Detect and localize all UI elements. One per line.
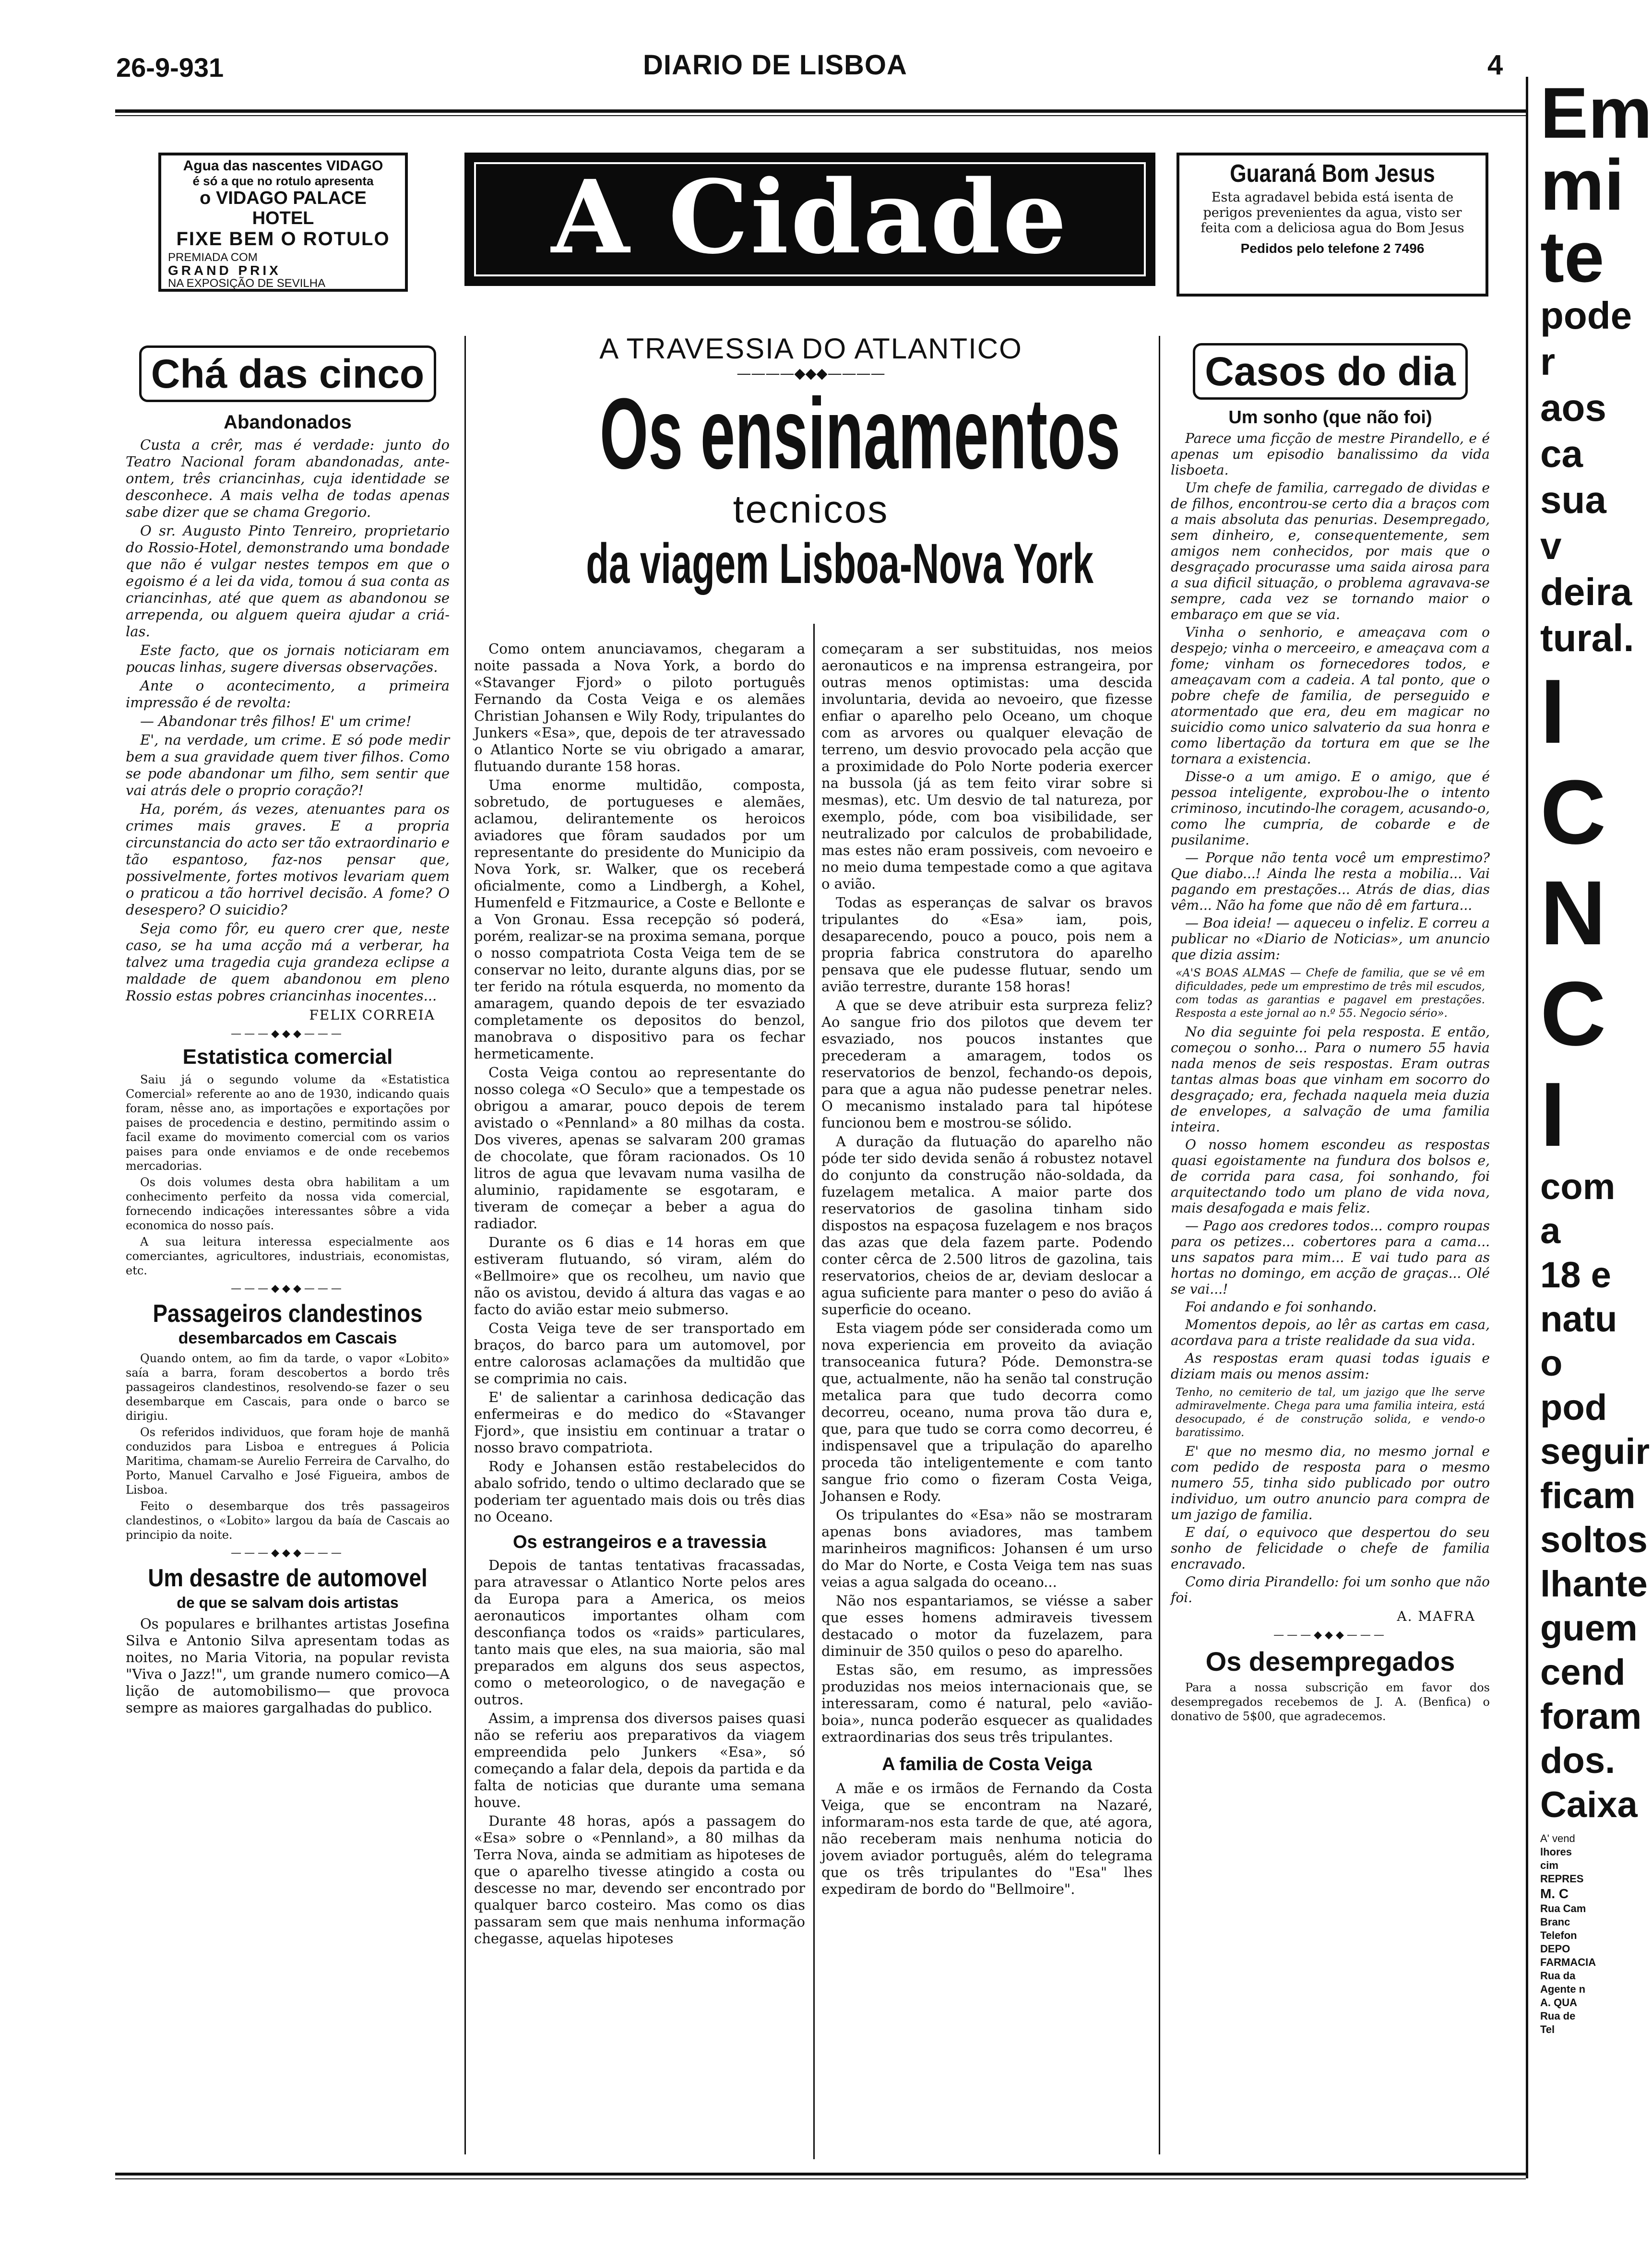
paragraph: Não nos espantariamos, se viésse a saber que esses homens admiraveis tivessem destacado o motor da fuzelazem, para diminuir de 350 quilos o peso do aparelho.: [821, 1593, 1153, 1659]
fragment-text: com a: [1540, 1166, 1616, 1251]
paragraph: Quando ontem, ao fim da tarde, o vapor «Lobito» saía a barra, foram descobertos a bordo três passageiros clandestinos, resolvendo-se fazer o seu desembarque em Cascais, para onde o barco se dirigiu.: [126, 1352, 450, 1423]
vidago-ad-prize: GRAND PRIX: [168, 263, 281, 278]
fragment-text: o pod: [1540, 1343, 1607, 1428]
fragment-letter: I: [1540, 1064, 1566, 1165]
separator-ornament: ———◆◆◆———: [231, 1547, 345, 1559]
paragraph: Costa Veiga contou ao representante do nosso colega «O Seculo» que a tempestade os obrigou a amarar, pouco depois de terem avistado o «Pennland» a 80 milhas da costa. Dos viveres, apenas se salvaram 200 gramas de chocolate, que fôram racionados. Os 10 litros de agua que levavam numa vasilha de aluminio, rapidamente se esgotaram, e tiveram de começar a beber a agua do radiador.: [474, 1064, 805, 1232]
fragment-text: pode r: [1540, 294, 1632, 383]
fragment-text: ficam: [1540, 1475, 1636, 1516]
paragraph: Todas as esperanças de salvar os bravos tripulantes do «Esa» iam, pois, desaparecendo, pouco a pouco, pois nem a propria fabrica construtora do aparelho pensava que ele pudesse flutuar, sendo um avião terrestre, durante 158 horas!: [821, 894, 1153, 995]
article-body-sonho: [1171, 430, 1490, 963]
fragment-text: tural.: [1540, 617, 1634, 659]
fragment-small-text: REPRES: [1540, 1873, 1584, 1885]
paragraph: Ha, porém, ás vezes, atenuantes para os crimes mais graves. E a propria circunstancia do acto ser tão extraordinario e tão espantoso, faz-nos pensar que, possivelmente, fortes motivos levariam quem o praticou a tão horrivel decisão. A fome? O desespero? O suicidio?: [126, 801, 450, 918]
column-title-casos-do-dia: Casos do dia: [1193, 343, 1468, 400]
paragraph: Um chefe de familia, carregado de dividas e de filhos, encontrou-se certo dia a braços com a mais absoluta das penurias. Desempregado, sem dinheiro, e, consequentemente, sem amigos nem conhecidos, por mais que o desgraçado procurasse uma saida airosa para a sua dificil situação, o problema agravava-se sempre, cada vez se tornando maior o embaraço em que se via.: [1171, 480, 1490, 622]
main-article-kicker: A TRAVESSIA DO ATLANTICO: [599, 333, 1022, 365]
article-body-sonho-cont: [1171, 1024, 1490, 1382]
fragment-small-text: Rua Cam: [1540, 1902, 1586, 1914]
fragment-text: foram: [1540, 1696, 1642, 1737]
paragraph: Parece uma ficção de mestre Pirandello, e é apenas um episodio banalissimo da vida lisboeta.: [1171, 430, 1490, 478]
paragraph: E daí, o equivoco que despertou do seu sonho de felicidade o chefe de familia encravado.: [1171, 1524, 1490, 1572]
paragraph: Foi andando e foi sonhando.: [1185, 1299, 1377, 1315]
bottom-rule-thin: [115, 2178, 1526, 2179]
paragraph: Durante os 6 dias e 14 horas em que estiveram flutuando, só viram, além do «Bellmoire» que os recolheu, um navio que não os avistou, devido á altura das vagas e ao facto do avião estar meio submerso.: [474, 1234, 805, 1318]
paragraph: Os populares e brilhantes artistas Josefina Silva e Antonio Silva apresentam todas as noites, no Maria Vitoria, na popular revista "Viva o Jazz!", um grande numero comico—A lição de automobilismo— que provoca sempre as maiores gargalhadas do publico.: [126, 1616, 450, 1716]
article-subtitle-passageiros: desembarcados em Cascais: [178, 1329, 397, 1347]
paragraph: Seja como fôr, eu quero crer que, neste caso, se ha uma acção má a verberar, ha talvez uma tragedia cuja grandeza eclipse a maldade de quem abandonou em pleno Rossio estas pobres criancinhas inocentes...: [126, 920, 450, 1004]
guarana-ad: [1177, 153, 1488, 297]
fragment-small-text: FARMACIA: [1540, 1956, 1596, 1968]
paragraph: Costa Veiga teve de ser transportado em braços, do barco para um automovel, por entre calorosas aclamações da multidão que se comprimia no cais.: [474, 1320, 805, 1387]
main-article-subtitle-estrangeiros: Os estrangeiros e a travessia: [512, 1532, 767, 1552]
vidago-ad-slogan: FIXE BEM O ROTULO: [176, 228, 390, 250]
paragraph: Os dois volumes desta obra habilitam a um conhecimento perfeito da nossa vida comercial, fornecendo indicações interessantes sôbre a vida economica do nosso país.: [126, 1176, 450, 1232]
vidago-ad-line: é só a que no rotulo apresenta: [192, 174, 374, 188]
article-body-sonho-end: [1171, 1443, 1490, 1605]
paragraph: Vinha o senhorio, e ameaçava com o despejo; vinha o merceeiro, e ameaçava com a fome; vinham os fornecedores todos, e ameaçavam com a cadeia. A tal ponto, que o pobre chefe de familia, de perseguido e atormentado que era, deu em magicar no suicidio como unico salvaterio da sua honra e como libertação da tortura em que se lhe tornara a existencia.: [1171, 624, 1490, 767]
fragment-text: lhante: [1540, 1564, 1648, 1605]
separator-ornament: ———◆◆◆———: [1273, 1629, 1387, 1641]
paragraph: — Boa ideia! — aqueceu o infeliz. E correu a publicar no «Diario de Noticias», um anuncio que dizia assim:: [1171, 915, 1490, 963]
paragraph: Saiu já o segundo volume da «Estatistica Comercial» referente ao ano de 1930, indicando quais foram, nêsse ano, as importações e exportações por paises de procedencia e destino, permitindo assim o facil exame do movimento comercial com os varios paises para onde enviamos e de onde recebemos mercadorias.: [126, 1073, 450, 1173]
paragraph: No dia seguinte foi pela resposta. E então, começou o sonho... Para o numero 55 havia nada menos de seis respostas. Eram outras tantas almas boas que vinham em socorro do desgraçado; era, fechada naquela meia duzia de envelopes, a salvação de uma familia inteira.: [1171, 1024, 1490, 1135]
masthead-rule-thin: [115, 115, 1526, 116]
fragment-letter: C: [1540, 963, 1606, 1065]
paragraph: E' que no mesmo dia, no mesmo jornal e com pedido de resposta para o mesmo numero 55, tinha sido publicado por outro individuo, um outro anuncio para compra de um jazigo de familia.: [1171, 1443, 1490, 1522]
quoted-reply: Tenho, no cemiterio de tal, um jazigo que lhe serve admiravelmente. Chega para uma familia inteira, está desocupado, é de construção solida, e vendo-o baratissimo.: [1176, 1386, 1485, 1439]
fragment-text: mi: [1540, 144, 1625, 225]
article-body-desastre: [126, 1616, 450, 1716]
paragraph: Custa a crêr, mas é verdade: junto do Teatro Nacional foram abandonadas, ante-ontem, três criancinhas, cuja identidade se desconhece. A mais velha de todas apenas sabe dizer que se chama Gregorio.: [126, 437, 450, 520]
left-column: [126, 345, 450, 1718]
fragment-letter: N: [1540, 862, 1606, 964]
paragraph: Como diria Pirandello: foi um sonho que não foi.: [1171, 1574, 1490, 1605]
vidago-ad-line: PREMIADA COM: [168, 251, 258, 264]
paragraph: Depois de tantas tentativas fracassadas, para atravessar o Atlantico Norte pelos ares da Europa para a America, os meios aeronauticos importantes olham com desconfiança todos os «raids» particulares, tanto mais que eles, na sua maioria, são mal preparados em alguns dos seus aspectos, como o meteorologico, o de navegação e outros.: [474, 1557, 805, 1708]
paragraph: Feito o desembarque dos três passageiros clandestinos, o «Lobito» largou da baía de Cascais ao principio da noite.: [126, 1499, 450, 1542]
article-body-abandonados: [126, 437, 450, 1004]
section-banner: [464, 153, 1155, 286]
paragraph: E' de salientar a carinhosa dedicação das enfermeiras e do medico do «Stavanger Fjord», que insistiu em continuar a tratar o nosso bravo compatriota.: [474, 1389, 805, 1456]
paragraph: Para a nossa subscrição em favor dos desempregados recebemos de J. A. (Benfica) o donativo de 5$00, que agradecemos.: [1171, 1681, 1490, 1723]
fragment-small-text: DEPO: [1540, 1943, 1570, 1955]
article-body-passageiros: [126, 1351, 450, 1542]
paragraph: A duração da flutuação do aparelho não póde ter sido devida senão á robustez notavel do conjunto da construção não-soldada, da fuzelagem metalica. A maior parte dos reservatorios de gasolina tinham sido dispostos na espaçosa fuzelagem e nos braços das azas que dela fazem parte. Podendo conter cêrca de 2.500 litros de gazolina, tais reservatorios, cheios de ar, deviam deslocar a agua suficiente para manter o peso do avião á superficie do oceano.: [821, 1133, 1153, 1318]
fragment-text: Caixa: [1540, 1784, 1638, 1825]
fragment-small-text: Tel: [1540, 2023, 1555, 2035]
masthead-rule: [115, 109, 1526, 113]
fragment-text: guem: [1540, 1608, 1638, 1649]
quoted-advertisement: «A'S BOAS ALMAS — Chefe de familia, que se vê em dificuldades, pede um emprestimo de três mil escudos, com todas as garantias e pagavel em prestações. Resposta a este jornal ao n.º 55. Negocio sério».: [1176, 967, 1485, 1020]
article-signature: FELIX CORREIA: [309, 1007, 435, 1023]
fragment-small-text: M. C: [1540, 1886, 1569, 1901]
article-title-desempregados: Os desempregados: [1205, 1646, 1455, 1676]
article-title-abandonados: Abandonados: [224, 412, 352, 433]
fragment-small-text: Telefon: [1540, 1929, 1577, 1941]
paragraph: Os referidos individuos, que foram hoje de manhã conduzidos para Lisboa e entregues á Policia Maritima, chamam-se Aurelio Ferreira de Carvalho, do Porto, Manuel Carvalho e José Figueira, ambos de Lisboa.: [126, 1426, 450, 1497]
paragraph: começaram a ser substituidas, nos meios aeronauticos e na imprensa estrangeira, por outras menos optimistas: uma descida involuntaria, devida ao nevoeiro, que fizesse enfiar o aparelho pelo Oceano, um choque com as arvores ou qualquer elevação de terreno, um desvio provocado pela acção que a proximidade do Polo Norte poderia exercer na bussola (já as tem feito virar sobre si mesmas), etc. Um desvio de tal natureza, por exemplo, póde, com boa visibilidade, ser neutralizado por calculos de probabilidade, mas estes não eram possiveis, com nevoeiro e no meio duma tempestade como a que agitava o avião.: [821, 641, 1153, 892]
column-rule: [813, 624, 815, 2159]
kicker-ornament: ————◆◆◆————: [737, 365, 885, 382]
main-deck: da viagem Lisboa-Nova York: [586, 532, 1093, 595]
fragment-small-text: Rua da: [1540, 1970, 1576, 1982]
fragment-small-text: Rua de: [1540, 2010, 1576, 2022]
vidago-ad-line: NA EXPOSIÇÃO DE SEVILHA: [168, 277, 326, 290]
main-article-column-2: [821, 641, 1153, 1900]
column-rule: [464, 336, 466, 2154]
fragment-text: dos.: [1540, 1740, 1616, 1781]
paragraph: Como ontem anunciavamos, chegaram a noite passada a Nova York, a bordo do «Stavanger Fjord» o piloto português Fernando da Costa Veiga e os alemães Christian Johansen e Wily Rody, tripulantes do Junkers «Esa», que, depois de ter atravessado o Atlantico Norte se viu obrigado a amarar, flutuando durante 158 horas.: [474, 641, 805, 774]
fragment-text: soltos: [1540, 1520, 1648, 1560]
fragment-text: te: [1540, 216, 1604, 297]
fragment-small-text: lhores: [1540, 1846, 1572, 1858]
vidago-ad: [158, 153, 408, 292]
paragraph: A que se deve atribuir esta surpreza feliz? Ao sangue frio dos pilotos que devem ter esvaziado, nos poucos instantes que precederam a amaragem, todos os reservatorios de benzol, fechando-os depois, para que a agua não pudesse penetrar neles. O mecanismo instalado para tal hipótese funcionou bem e mostrou-se sólido.: [821, 997, 1153, 1131]
article-signature: A. MAFRA: [1397, 1608, 1475, 1624]
fragment-text: sua v: [1540, 478, 1606, 567]
fragment-small-text: Agente n: [1540, 1983, 1586, 1995]
paragraph: O nosso homem escondeu as respostas quasi egoistamente na fundura dos bolsos e, de corrida para casa, foi sonhando, foi arquitectando todo um plano de vida nova, mais desafogada e mais feliz.: [1171, 1137, 1490, 1216]
main-article-header: [470, 331, 1152, 595]
page-edge-rule: [1526, 77, 1528, 2178]
article-title-desastre: Um desastre de automovel: [148, 1564, 428, 1592]
paragraph: As respostas eram quasi todas iguais e diziam mais ou menos assim:: [1171, 1350, 1490, 1382]
paragraph: Esta viagem póde ser considerada como um nova experiencia em proveito da aviação transoceanica futura? Póde. Demonstra-se que, actualmente, não ha senão tal construção metalica para que tudo decorra como decorreu, oceano, numa prova tão dura e, que, para que tudo se corra como decorreu, é indispensavel que a tripulação do aparelho proceda tão inteligentemente e com tanto sangue frio como o fizeram Costa Veiga, Johansen e Rody.: [821, 1320, 1153, 1504]
fragment-text: deira: [1540, 571, 1632, 613]
guarana-ad-phone: Pedidos pelo telefone 2 7496: [1240, 241, 1425, 256]
paragraph: Momentos depois, ao lêr as cartas em casa, acordava para a triste realidade da sua vida.: [1171, 1317, 1490, 1348]
paragraph: — Pago aos credores todos... compro roupas para os petizes... cobertores para a cama... uns sapatos para mim... E vai tudo para as hortas no domingo, em acção de graças... Olé se vai...!: [1171, 1218, 1490, 1297]
guarana-ad-title: Guaraná Bom Jesus: [1230, 160, 1435, 188]
vidago-ad-line: Agua das nascentes VIDAGO: [183, 158, 383, 174]
guarana-ad-body: Esta agradavel bebida está isenta de perigos prevenientes da agua, visto ser feita com a deliciosa agua do Bom Jesus: [1200, 190, 1464, 236]
article-subtitle-desastre: de que se salvam dois artistas: [177, 1594, 399, 1611]
fragment-letter: C: [1540, 761, 1606, 863]
right-column: [1171, 343, 1490, 1725]
article-title-sonho: Um sonho (que não foi): [1228, 407, 1432, 428]
paragraph: Uma enorme multidão, composta, sobretudo, de portugueses e alemães, aclamou, delirantemente os heroicos aviadores que fôram saudados por um representante do presidente do Municipio da Nova York, sr. Walker, que os receberá oficialmente, como a Lindbergh, a Kohel, Humenfeld e Fitzmaurice, a Coste e Bellonte e a Von Gronau. Essa recepção só poderá, porém, realizar-se na proxima semana, porque o nosso compatriota Costa Veiga tem de se conservar no leito, durante alguns dias, por se ter ferido na rótula esquerda, no momento da amaragem, quando depois de ter esvaziado completamente os depositos do benzol, manobrava o dispositivo para os fechar hermeticamente.: [474, 777, 805, 1062]
paragraph: Durante 48 horas, após a passagem do «Esa» sobre o «Pennland», a 80 milhas da Terra Nova, ainda se admitiam as hipoteses de que o aparelho tivesse atingido a costa ou descesse no mar, devendo ser encontrado por qualquer barco costeiro. Mas como os dias passaram sem que mais nenhuma informação chegasse, aquelas hipoteses: [474, 1813, 805, 1947]
fragment-text: cend: [1540, 1652, 1626, 1693]
article-body-estatistica: [126, 1072, 450, 1278]
fragment-letter: I: [1540, 661, 1566, 762]
issue-date: 26-9-931: [116, 52, 224, 83]
column-rule: [1159, 336, 1160, 2154]
fragment-text: Em: [1540, 72, 1652, 153]
fragment-text: 18 e: [1540, 1255, 1611, 1296]
column-title-cha-das-cinco: Chá das cinco: [139, 345, 437, 402]
fragment-text: aos ca: [1540, 386, 1606, 475]
fragment-small-text: cim: [1540, 1859, 1558, 1871]
paragraph: Ante o acontecimento, a primeira impressão é de revolta:: [126, 678, 450, 711]
paragraph: Assim, a imprensa dos diversos paises quasi não se referiu aos preparativos da viagem empreendida pelo Junkers «Esa», só começando a falar dela, depois da partida e da falta de noticias que durante uma semana houve.: [474, 1710, 805, 1810]
paragraph: — Porque não tenta você um emprestimo? Que diabo...! Ainda lhe resta a mobilia... Vai pagando em prestações... Atrás de dias, dias vêm... Não ha fome que não dê em fartura...: [1171, 850, 1490, 913]
paragraph: A mãe e os irmãos de Fernando da Costa Veiga, que se encontram na Nazaré, informaram-nos esta tarde de que, até agora, não receberam mais nenhuma noticia do jovem aviador português, além do telegrama que os três tripulantes do "Esa" lhes expediram de bordo do "Bellmoire".: [821, 1780, 1153, 1897]
main-article-column-1: [474, 641, 805, 1949]
page-number: 4: [1487, 49, 1503, 81]
paragraph: E', na verdade, um crime. E só pode medir bem a sua gravidade quem tiver filhos. Como se pode abandonar um filho, sem sentir que vai atrás dele o proprio coração?!: [126, 732, 450, 798]
main-article-subtitle-familia: A familia de Costa Veiga: [882, 1754, 1092, 1774]
paragraph: Os tripulantes do «Esa» não se mostraram apenas bons aviadores, mas tambem marinheiros magnificos: Johansen é um urso do Mar do Norte, e Costa Veiga tem nas suas veias a agua salgada do oceano...: [821, 1507, 1153, 1590]
fragment-small-text: A' vend: [1540, 1832, 1575, 1844]
paragraph: Disse-o a um amigo. E o amigo, que é pessoa inteligente, exprobou-lhe o intento criminoso, incutindo-lhe coragem, acusando-o, como lhe cumpria, de cobarde e de pusilanime.: [1171, 769, 1490, 848]
paragraph: O sr. Augusto Pinto Tenreiro, proprietario do Rossio-Hotel, demonstrando uma bondade que não é vulgar nestes tempos em que o egoismo é a lei da vida, tomou á sua conta as criancinhas, até que quem as abandonou se arrependa, ou alguem queira ajudar a criá-las.: [126, 523, 450, 640]
separator-ornament: ———◆◆◆———: [231, 1028, 345, 1040]
paragraph: Estas são, em resumo, as impressões produzidas nos meios internacionais que, se interessaram, como é natural, pelo «avião-boia», nunca poderão esquecer as qualidades extraordinarias dos seus três tripulantes.: [821, 1662, 1153, 1745]
bottom-rule: [115, 2173, 1526, 2176]
paragraph: — Abandonar três filhos! E' um crime!: [140, 713, 412, 729]
paragraph: Este facto, que os jornais noticiaram em poucas linhas, sugere diversas observações.: [126, 642, 450, 675]
fragment-small-text: Branc: [1540, 1916, 1570, 1928]
article-title-passageiros: Passageiros clandestinos: [153, 1300, 423, 1328]
paragraph: A sua leitura interessa especialmente aos comerciantes, agricultores, industriais, economistas, etc.: [126, 1235, 450, 1277]
main-headline: Os ensinamentos: [599, 377, 1121, 490]
fragment-small-text: A. QUA: [1540, 1997, 1577, 2009]
fragment-text: natu: [1540, 1299, 1617, 1340]
section-title: A Cidade: [551, 158, 1069, 276]
fragment-text: seguir: [1540, 1431, 1650, 1472]
separator-ornament: ———◆◆◆———: [231, 1283, 345, 1295]
article-body-desempregados: [1171, 1680, 1490, 1724]
paragraph: Rody e Johansen estão restabelecidos do abalo sofrido, tendo o ultimo declarado que se poderiam ter aguentado mais dois ou três dias no Oceano.: [474, 1458, 805, 1525]
main-subhead: tecnicos: [733, 487, 889, 531]
adjacent-page-fragment: [1540, 72, 1652, 2036]
newspaper-name: DIARIO DE LISBOA: [643, 49, 907, 81]
vidago-ad-hotel: o VIDAGO PALACE HOTEL: [200, 188, 367, 228]
article-title-estatistica: Estatistica comercial: [182, 1045, 393, 1069]
